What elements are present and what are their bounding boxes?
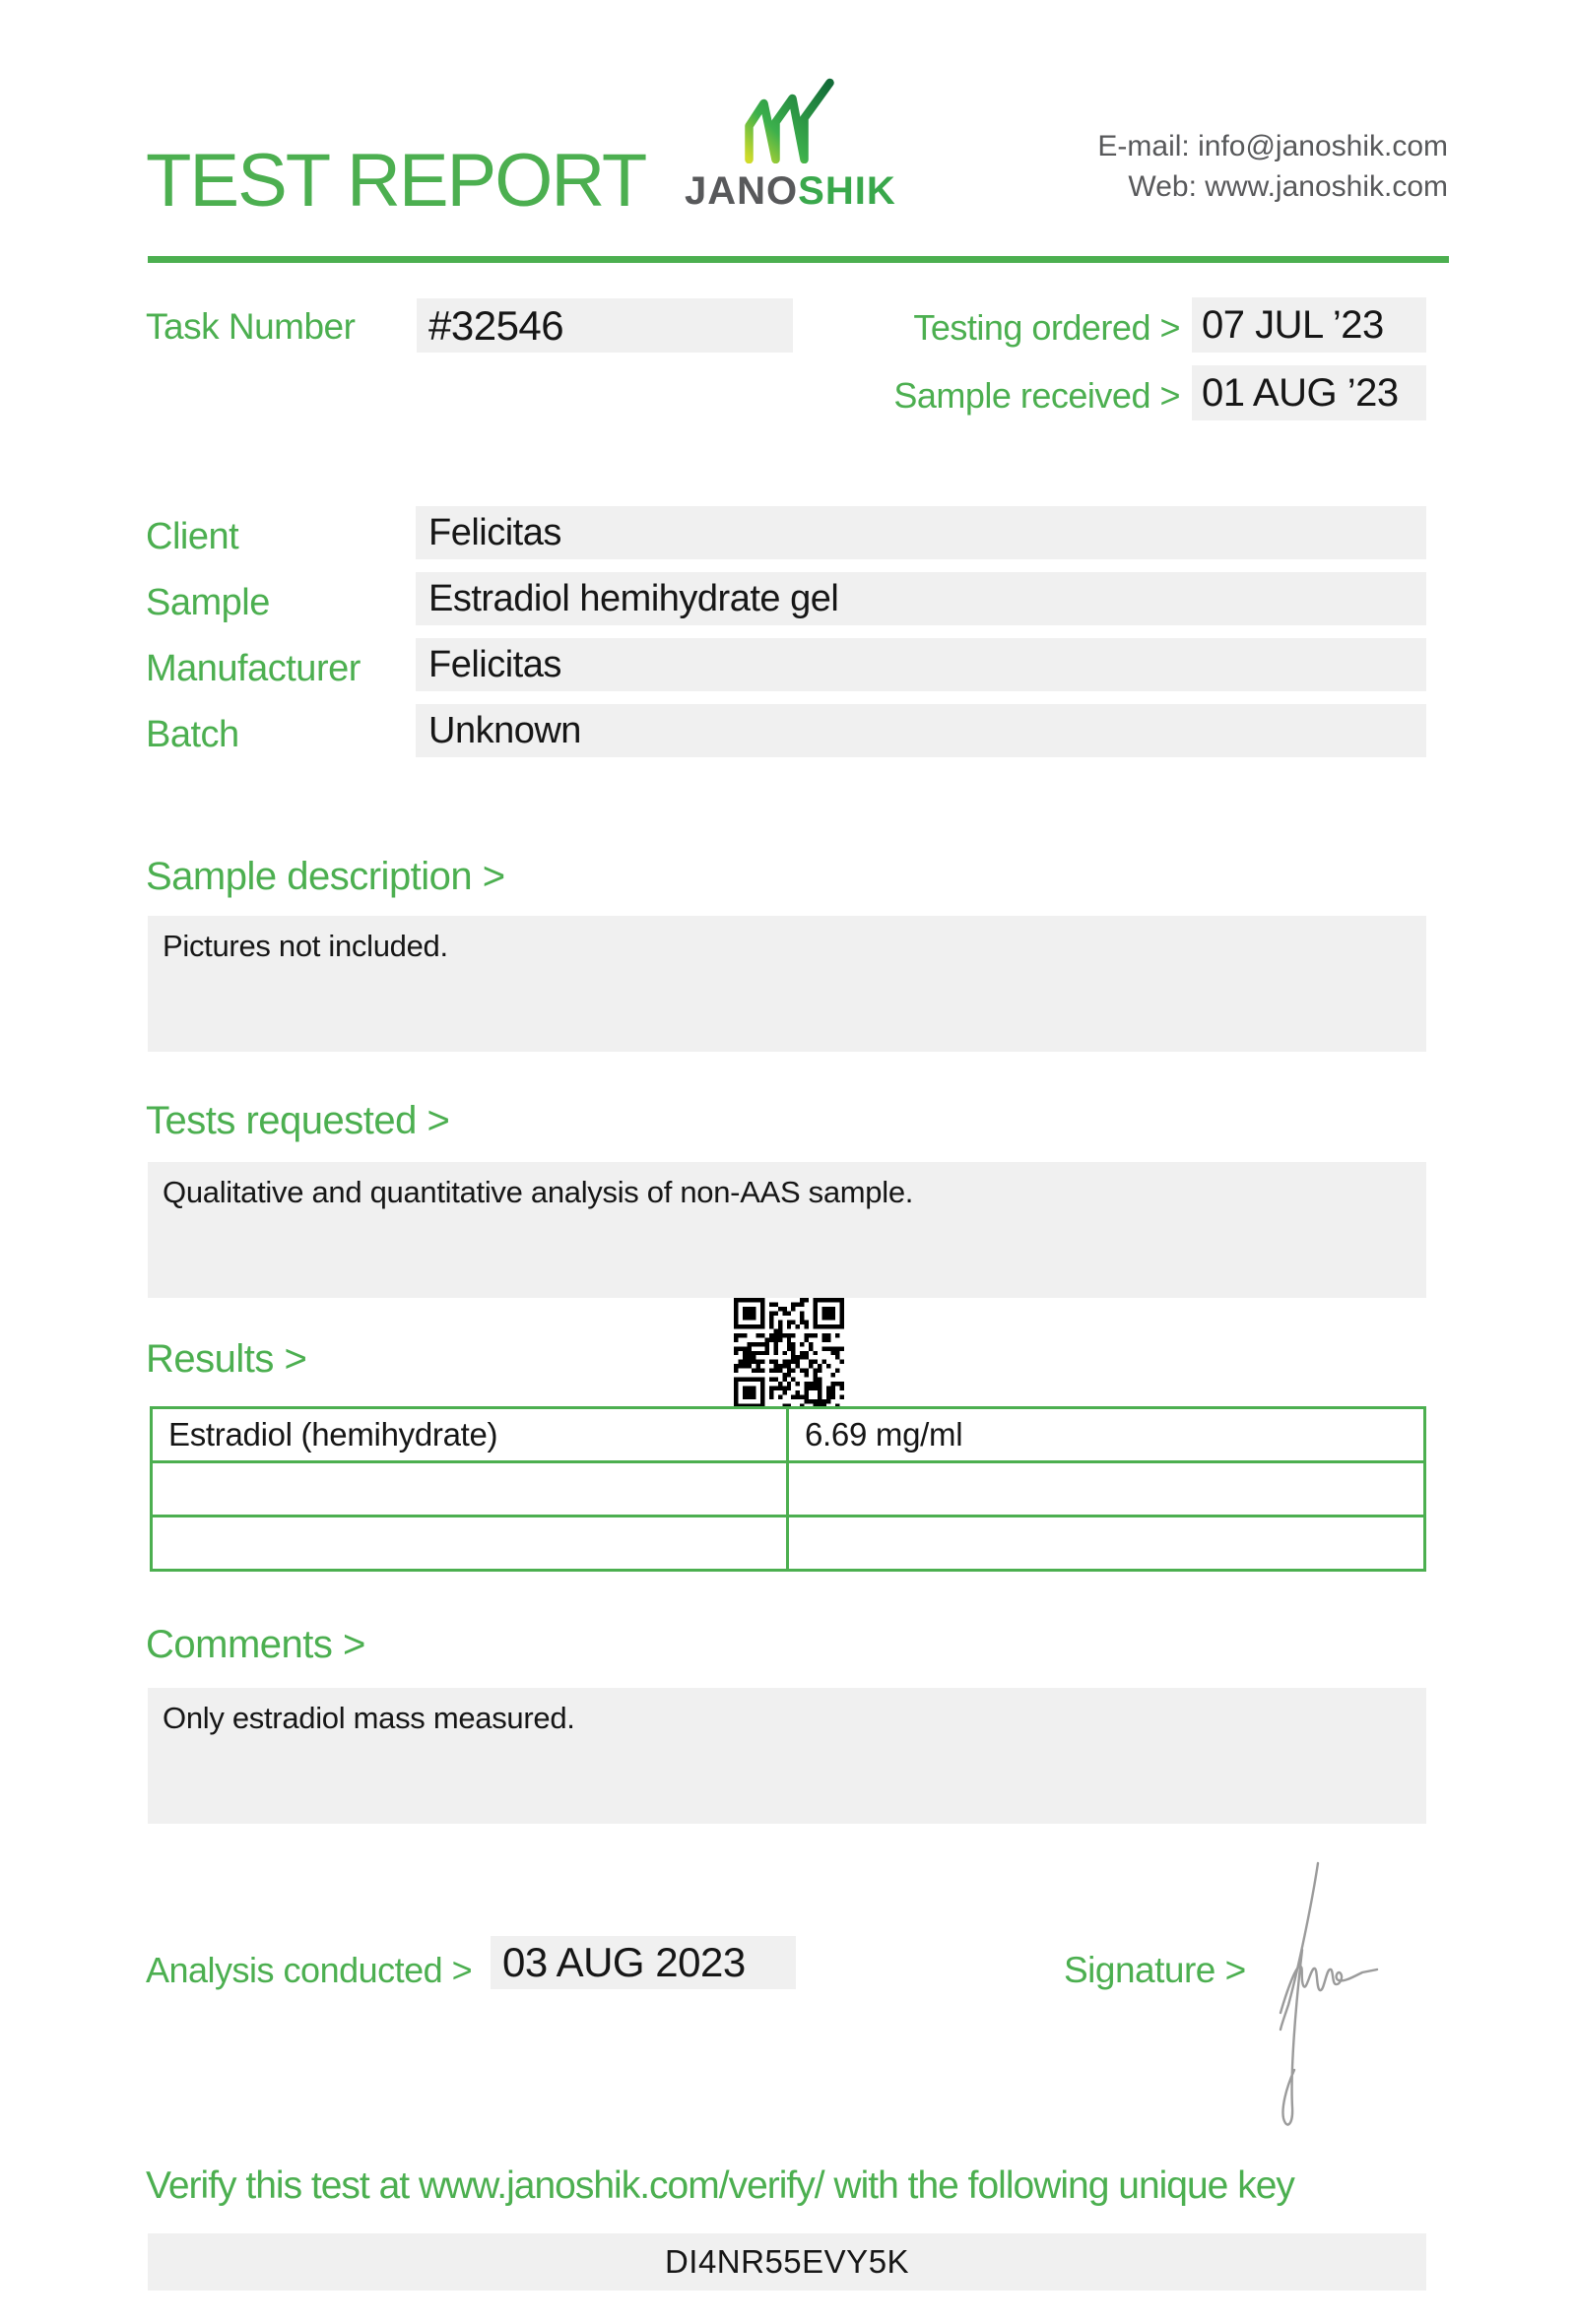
info-label-batch: Batch <box>146 714 239 755</box>
tests-requested-text: Qualitative and quantitative analysis of non-AAS sample. <box>163 1175 914 1209</box>
task-number-box <box>417 298 793 353</box>
info-value-manufacturer: Felicitas <box>428 643 561 685</box>
analyte-name-cell: Estradiol (hemihydrate) <box>152 1408 788 1462</box>
qr-code <box>734 1298 844 1408</box>
info-value-sample: Estradiol hemihydrate gel <box>428 577 839 619</box>
info-label-manufacturer: Manufacturer <box>146 648 361 689</box>
tests-requested-box <box>148 1162 1426 1298</box>
contact-web: Web: www.janoshik.com <box>1128 170 1448 203</box>
results-table <box>150 1406 1426 1572</box>
analyte-result-cell: 6.69 mg/ml <box>788 1408 1425 1462</box>
info-box-sample <box>416 572 1426 625</box>
analyte-result-cell <box>788 1462 1425 1517</box>
analysis-conducted-label: Analysis conducted > <box>146 1950 473 1990</box>
analysis-date-box <box>491 1936 796 1989</box>
info-box-batch <box>416 704 1426 757</box>
sample-description-heading: Sample description > <box>146 855 505 898</box>
info-label-sample: Sample <box>146 582 270 623</box>
tests-requested-heading: Tests requested > <box>146 1099 450 1142</box>
info-value-client: Felicitas <box>428 511 561 553</box>
logo-wordmark <box>685 169 896 214</box>
task-number-value: #32546 <box>428 301 564 349</box>
info-value-batch: Unknown <box>428 709 581 751</box>
info-label-client: Client <box>146 516 239 557</box>
logo-text-shik: SHIK <box>798 169 896 213</box>
results-row-2 <box>152 1462 1425 1517</box>
sample-received-value: 01 AUG ’23 <box>1202 370 1399 415</box>
testing-ordered-label: Testing ordered > <box>913 307 1180 348</box>
signature-label: Signature > <box>1064 1950 1246 1990</box>
testing-ordered-box <box>1192 297 1426 353</box>
contact-email: E-mail: info@janoshik.com <box>1097 130 1448 162</box>
sample-description-box <box>148 916 1426 1052</box>
results-row-3 <box>152 1517 1425 1571</box>
comments-box <box>148 1688 1426 1824</box>
sample-received-label: Sample received > <box>893 375 1180 416</box>
sample-received-box <box>1192 365 1426 420</box>
comments-text: Only estradiol mass measured. <box>163 1701 575 1735</box>
testing-ordered-value: 07 JUL ’23 <box>1202 302 1384 347</box>
growth-chart-icon <box>734 77 847 163</box>
analyte-result-cell <box>788 1517 1425 1571</box>
info-box-manufacturer <box>416 638 1426 691</box>
verify-key-box <box>148 2233 1426 2291</box>
info-box-client <box>416 506 1426 559</box>
analyte-name-cell <box>152 1517 788 1571</box>
comments-heading: Comments > <box>146 1623 365 1666</box>
analysis-date-value: 03 AUG 2023 <box>502 1939 746 1985</box>
analyte-name-cell <box>152 1462 788 1517</box>
sample-description-text: Pictures not included. <box>163 929 448 963</box>
contact-block <box>1097 126 1448 207</box>
header-divider <box>148 256 1449 263</box>
task-number-label: Task Number <box>146 306 356 347</box>
results-row-1 <box>152 1408 1425 1462</box>
verify-text: Verify this test at www.janoshik.com/verify/ with the following unique key <box>146 2164 1294 2207</box>
logo-text-jano: JANO <box>685 169 799 213</box>
handwritten-signature <box>1251 1851 1448 2147</box>
results-heading: Results > <box>146 1337 307 1381</box>
verify-key: DI4NR55EVY5K <box>664 2243 910 2280</box>
page-title: TEST REPORT <box>146 139 646 223</box>
